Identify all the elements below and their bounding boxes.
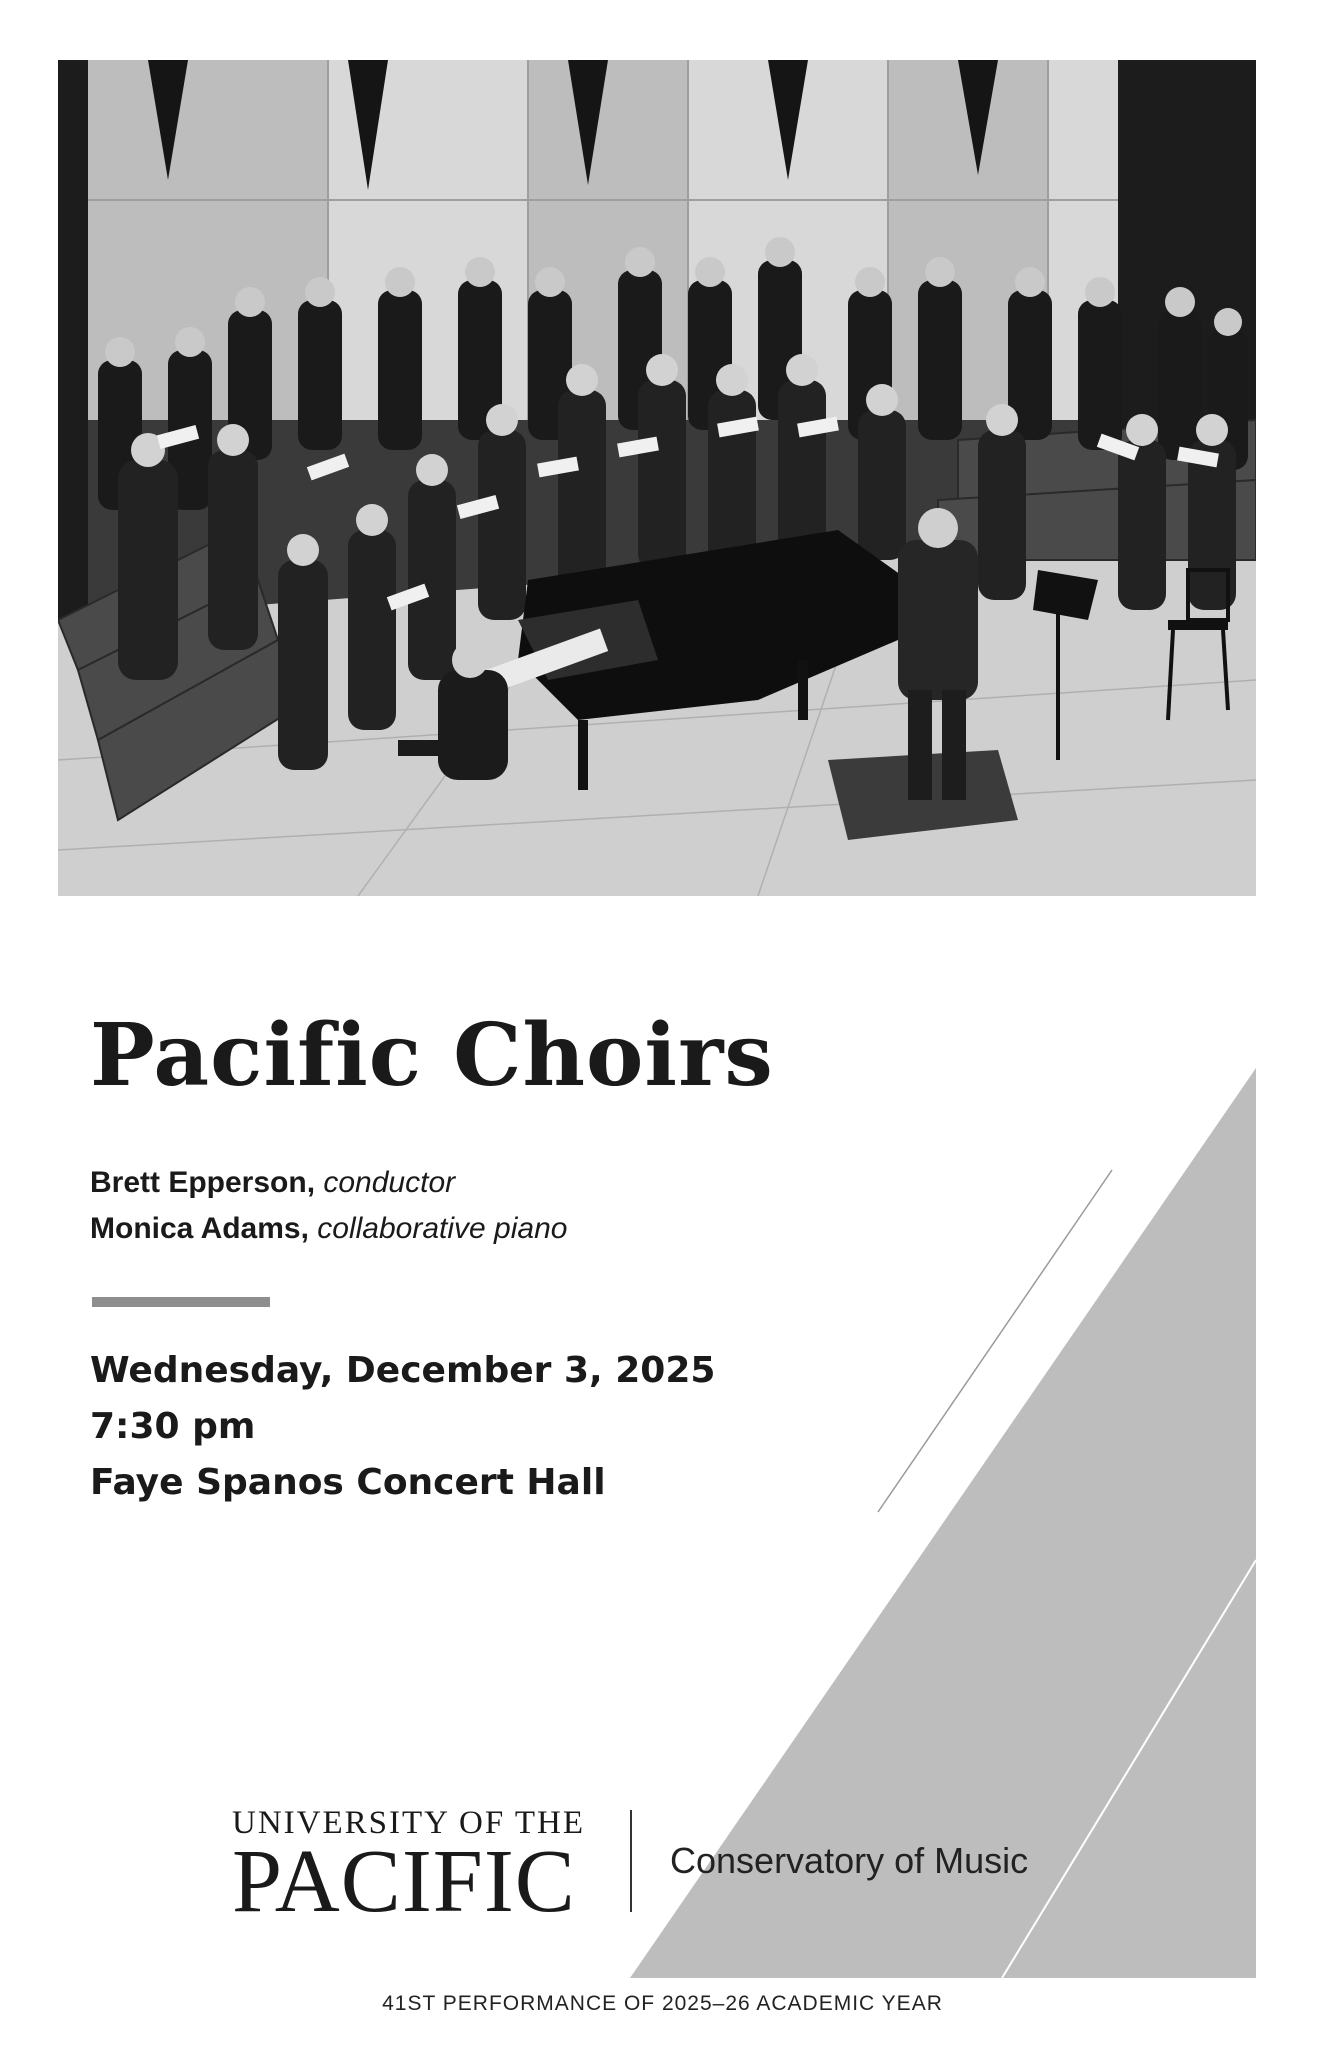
page-title: Pacific Choirs	[90, 1005, 774, 1106]
credit-line-piano	[90, 1206, 567, 1252]
university-logo	[232, 1805, 585, 1931]
event-details	[90, 1343, 715, 1511]
credit-name: Brett Epperson,	[90, 1166, 316, 1199]
logo-divider	[630, 1810, 632, 1912]
choir-photo	[58, 60, 1256, 896]
logo-top-line: UNIVERSITY OF THE	[232, 1805, 585, 1841]
performance-footer: 41ST PERFORMANCE OF 2025–26 ACADEMIC YEAR	[382, 1992, 943, 2015]
logo-main-line: PACIFIC	[232, 1832, 576, 1931]
event-venue: Faye Spanos Concert Hall	[90, 1462, 606, 1503]
credit-name: Monica Adams,	[90, 1212, 309, 1245]
credits	[90, 1160, 567, 1252]
credit-line-conductor	[90, 1160, 567, 1206]
logo-division: Conservatory of Music	[670, 1840, 1029, 1881]
credit-role: conductor	[323, 1166, 456, 1199]
event-time: 7:30 pm	[90, 1406, 256, 1447]
event-date: Wednesday, December 3, 2025	[90, 1350, 716, 1391]
credit-role: collaborative piano	[317, 1212, 568, 1245]
divider-rule	[92, 1297, 270, 1307]
